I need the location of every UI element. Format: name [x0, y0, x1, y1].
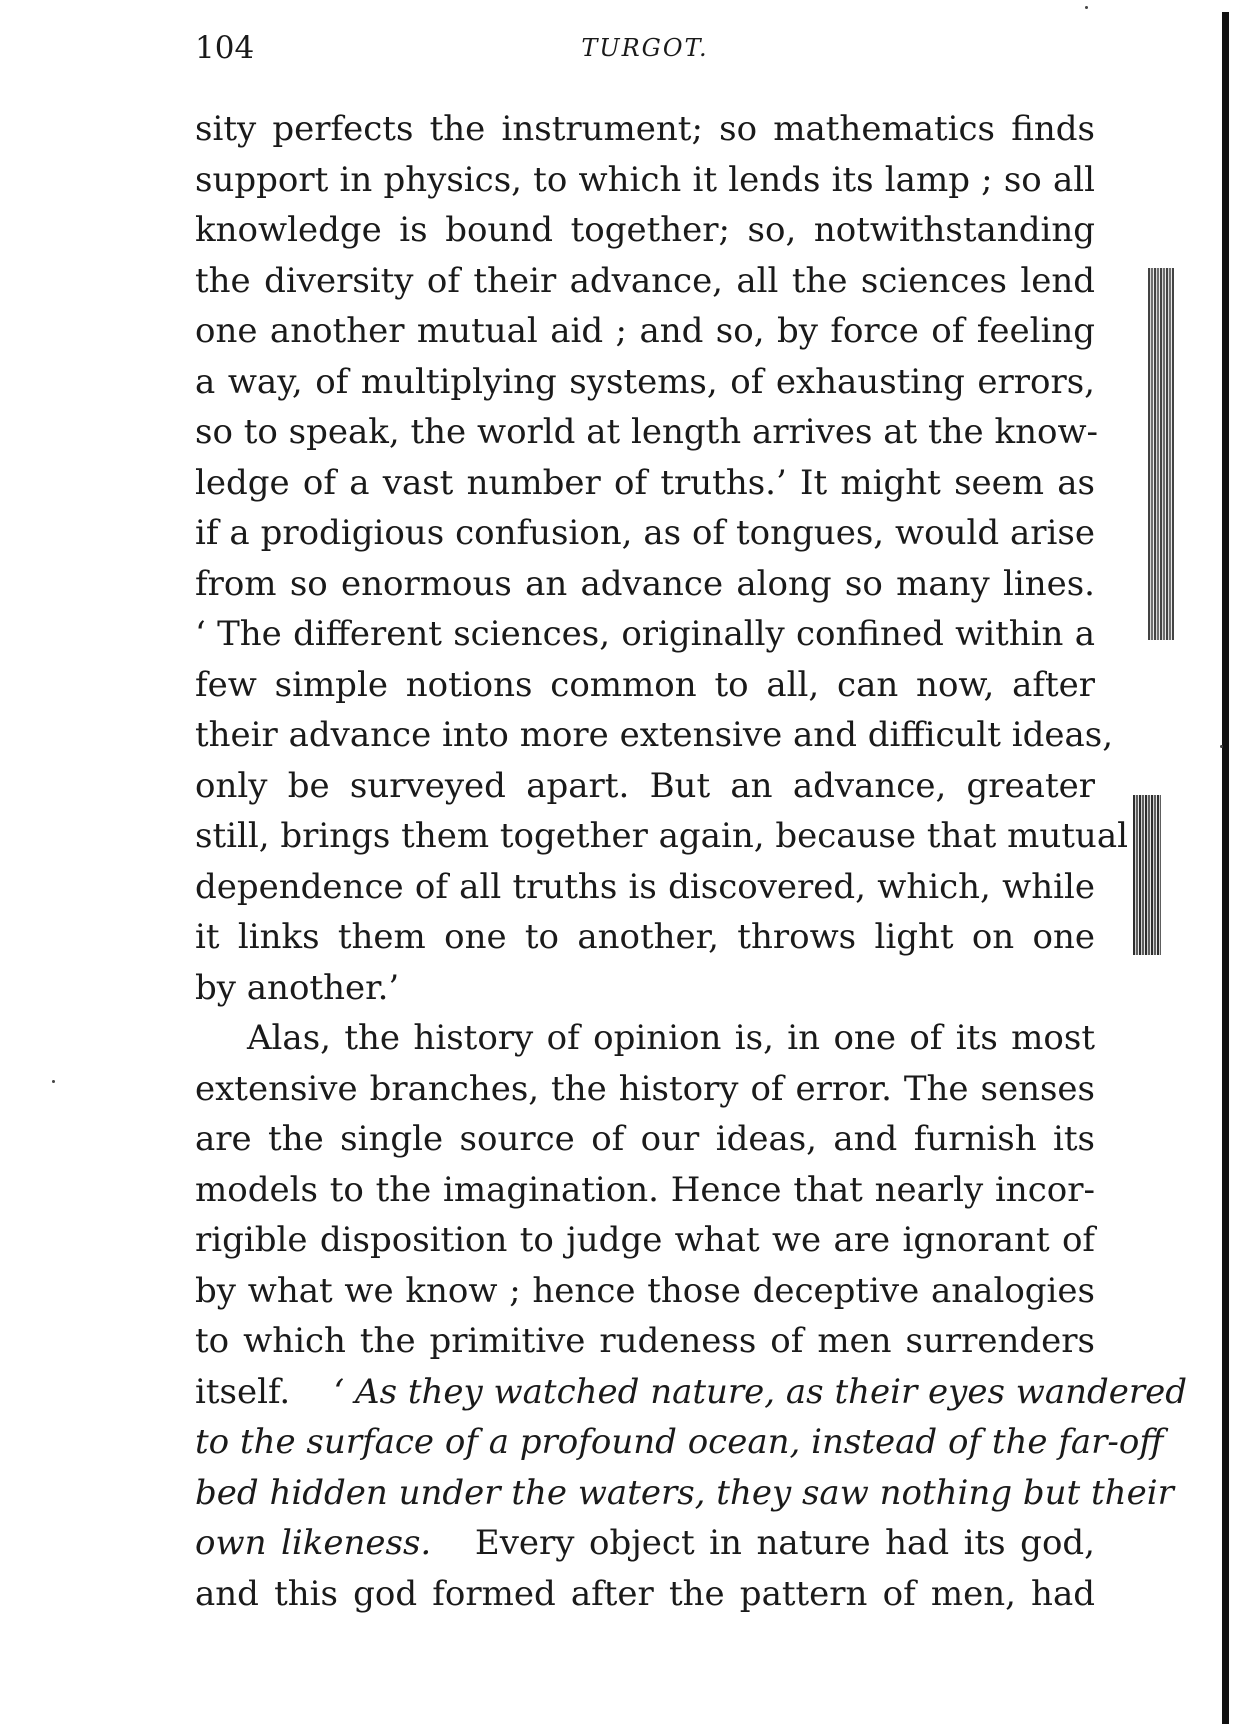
text-line: to which the primitive rudeness of men surrenders — [195, 1321, 1095, 1361]
text-line: knowledge is bound together; so, notwithstanding — [195, 210, 1095, 250]
text-line: if a prodigious confusion, as of tongues, would arise — [195, 513, 1095, 553]
running-head: TURGOT. — [581, 34, 709, 62]
text-line: ledge of a vast number of truths.’ It might seem as — [195, 462, 1095, 503]
italic-line: bed hidden under the waters, they saw nothing but their — [195, 1472, 1174, 1513]
page-number: 104 — [195, 30, 255, 66]
scan-speck — [52, 1080, 55, 1083]
text-line: from so enormous an advance along so many lines. — [195, 563, 1095, 604]
scan-speck — [1220, 745, 1223, 748]
text-line: a way, of multiplying systems, of exhausting errors, — [195, 361, 1095, 402]
text-line: models to the imagination. Hence that nearly incor- — [195, 1169, 1095, 1210]
page-edge-rule — [1222, 12, 1229, 1724]
body-text — [195, 104, 1188, 1619]
text-line: rigible disposition to judge what we are ignorant of — [195, 1220, 1095, 1260]
text-line: it links them one to another, throws light on one — [195, 917, 1095, 957]
text-line: dependence of all truths is discovered, which, while — [195, 866, 1095, 907]
text-fragment: itself. — [195, 1371, 291, 1412]
text-line: the diversity of their advance, all the sciences lend — [195, 260, 1095, 301]
page-header — [195, 30, 1095, 70]
text-line: still, brings them together again, because that mutual — [195, 816, 1128, 856]
text-fragment: Every object in nature had its god, — [474, 1523, 1095, 1563]
italic-quote: ‘ As they watched nature, as their eyes wandered — [333, 1371, 1188, 1412]
text-line: support in physics, to which it lends its lamp ; so all — [195, 159, 1095, 200]
text-line: few simple notions common to all, can now, after — [195, 664, 1095, 705]
paragraph-first-line: Alas, the history of opinion is, in one of its most — [247, 1018, 1095, 1058]
text-line: one another mutual aid ; and so, by force of feeling — [195, 311, 1095, 351]
italic-line: to the surface of a profound ocean, instead of the far-off — [195, 1422, 1164, 1462]
text-line: sity perfects the instrument; so mathematics finds — [195, 109, 1095, 149]
text-line: are the single source of our ideas, and furnish its — [195, 1119, 1095, 1159]
text-line: and this god formed after the pattern of men, had — [195, 1573, 1095, 1614]
text-line-mixed — [195, 1367, 1188, 1418]
bleed-through-mark — [1148, 268, 1174, 640]
text-line: extensive branches, the history of error. The senses — [195, 1068, 1095, 1109]
text-line: their advance into more extensive and difficult ideas, — [195, 715, 1114, 755]
text-line: by another.’ — [195, 967, 400, 1008]
text-line: only be surveyed apart. But an advance, greater — [195, 765, 1095, 806]
text-line-mixed — [195, 1518, 1095, 1569]
bleed-through-mark — [1133, 795, 1161, 955]
text-line: by what we know ; hence those deceptive analogies — [195, 1270, 1095, 1311]
text-line: ‘ The different sciences, originally confined within a — [195, 614, 1095, 654]
text-line: so to speak, the world at length arrives at the know- — [195, 412, 1099, 452]
scan-speck — [1085, 6, 1088, 9]
italic-quote: own likeness. — [195, 1523, 432, 1563]
